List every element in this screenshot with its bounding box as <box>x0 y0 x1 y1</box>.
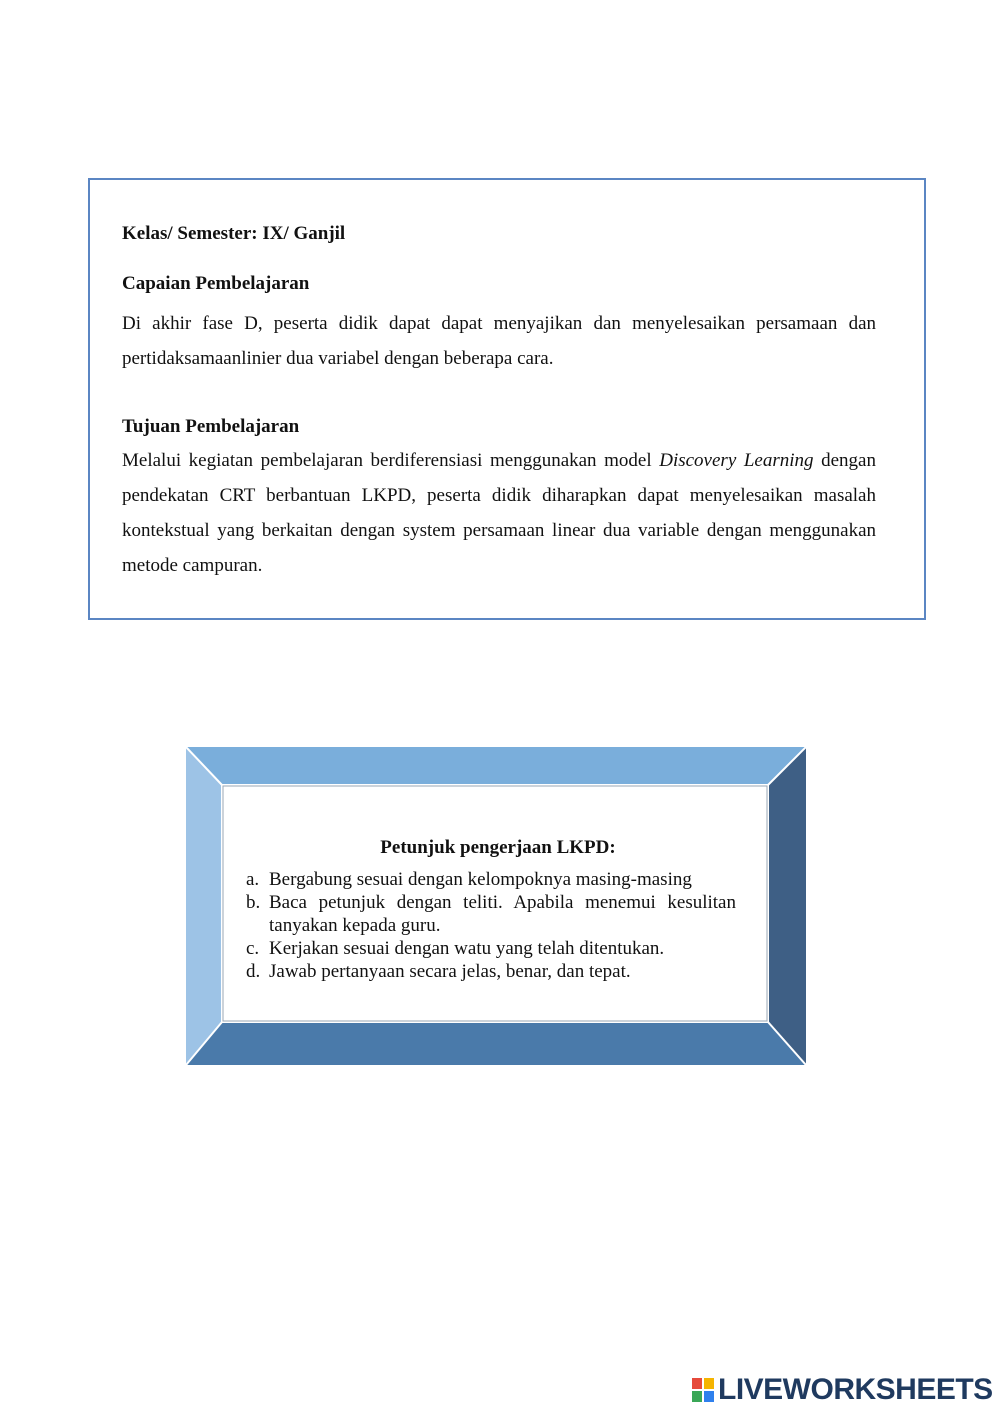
bevel-left <box>186 747 222 1065</box>
list-marker: a. <box>246 869 260 890</box>
list-item <box>246 868 736 891</box>
instructions-content <box>222 786 762 1018</box>
list-item <box>246 960 736 983</box>
liveworksheets-brand[interactable] <box>692 1374 993 1406</box>
tujuan-heading: Tujuan Pembelajaran <box>122 416 300 437</box>
class-semester-label: Kelas/ Semester: IX/ Ganjil <box>122 223 346 244</box>
bevel-top <box>186 747 806 785</box>
list-text: Kerjakan sesuai dengan watu yang telah ditentukan. <box>269 938 665 959</box>
list-marker: d. <box>246 961 261 982</box>
tujuan-text <box>122 443 876 583</box>
bevel-bottom <box>186 1022 806 1065</box>
brand-name: LIVEWORKSHEETS <box>718 1373 993 1406</box>
instructions-title: Petunjuk pengerjaan LKPD: <box>380 837 616 858</box>
list-marker: c. <box>246 938 260 959</box>
list-marker: b. <box>246 892 261 913</box>
list-item <box>246 937 736 960</box>
info-box <box>88 178 926 620</box>
tujuan-text-start: Melalui kegiatan pembelajaran berdiferensiasi menggunakan model <box>122 450 660 471</box>
liveworksheets-logo-icon <box>692 1378 714 1402</box>
list-text: Baca petunjuk dengan teliti. Apabila menemui kesulitan tanyakan kepada guru. <box>269 892 736 936</box>
info-content <box>122 220 876 583</box>
tujuan-text-end: dengan pendekatan CRT berbantuan LKPD, peserta didik diharapkan dapat menyelesaikan masalah kontekstual yang berkaitan dengan system persamaan linear dua variable dengan menggunakan metode campuran. <box>122 450 876 576</box>
capaian-heading: Capaian Pembelajaran <box>122 273 310 294</box>
list-text: Jawab pertanyaan secara jelas, benar, dan tepat. <box>269 961 631 982</box>
instructions-list <box>222 868 762 983</box>
list-text: Bergabung sesuai dengan kelompoknya masing-masing <box>269 869 692 890</box>
bevel-right <box>768 747 806 1065</box>
tujuan-model-name: Discovery Learning <box>659 450 814 471</box>
list-item <box>246 891 736 937</box>
capaian-text: Di akhir fase D, peserta didik dapat dapat menyajikan dan menyelesaikan persamaan dan pertidaksamaanlinier dua variabel dengan beberapa cara. <box>122 313 876 369</box>
